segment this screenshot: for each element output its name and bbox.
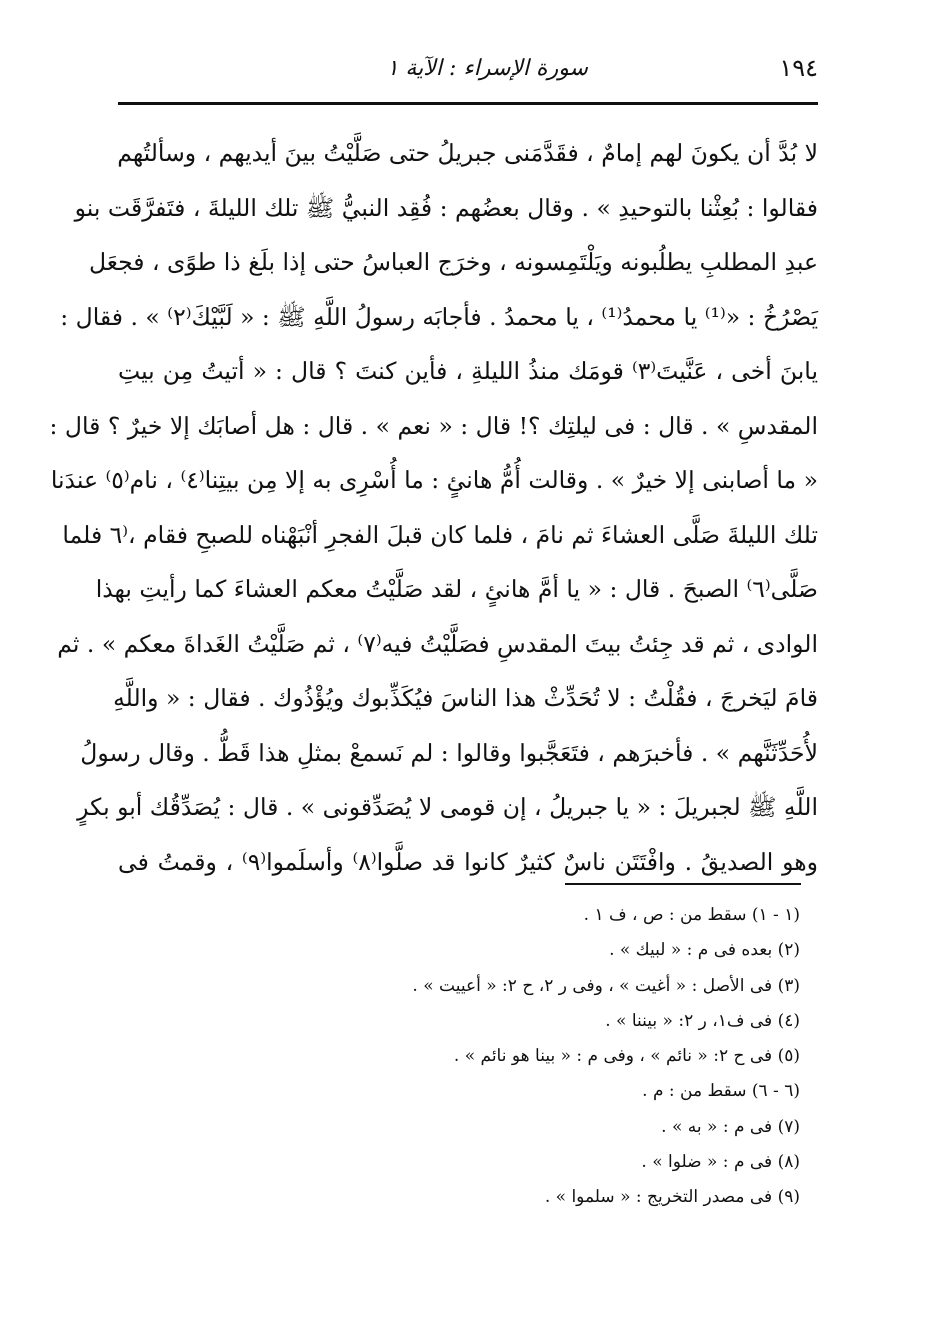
body-line: صَلَّى⁽٦⁾ الصبحَ . قال : « يا أمَّ هانئٍ ، لقد صَلَّيْتُ معكم العشاءَ كما رأيتِ بهذا [95, 575, 818, 603]
footnote: (٣) فى الأصل : « أغيت » ، وفى ر ٢، ح ٢: « أعييت » . [412, 975, 800, 996]
footnote: (٢) بعده فى م : « لبيك » . [609, 940, 800, 961]
body-line: تلك الليلةَ صَلَّى العشاءَ ثم نامَ ، فلما كان قبلَ الفجرِ أنْبَهْناه للصبحِ فقام ،⁽٦ فلما [62, 520, 818, 549]
body-line: الوادى ، ثم قد جِئتُ بيتَ المقدسِ فصَلَّيْتُ فيه⁽٧⁾ ، ثم صَلَّيْتُ الغَداةَ معكم » . ثم [57, 629, 818, 658]
body-line: « ما أصابنى إلا خيرٌ » . وقالت أُمُّ هانئٍ : ما أُسْرِى به إلا مِن بيتِنا⁽٤⁾ ، نام⁽٥⁾ عندَنا [50, 466, 818, 494]
body-line: اللَّهِ ﷺ لجبريلَ : « يا جبريلُ ، إن قومى لا يُصَدِّقونى » . قال : يُصَدِّقُك أبو بكرٍ [77, 793, 818, 821]
running-title: سورة الإسراء : الآية ١ [386, 56, 588, 81]
body-line: لأُحَدِّثَنَّهم » . فأخبرَهم ، فتَعَجَّبوا وقالوا : لم نَسمعْ بمثلِ هذا قَطُّ . وقال رسولُ [80, 738, 818, 767]
body-line: قامَ ليَخرجَ ، فقُلْتُ : لا تُحَدِّثْ هذا الناسَ فيُكَذِّبوك ويُؤْذُوك . فقال : « واللَّهِ [113, 684, 818, 712]
body-line: يابنَ أخى ، عَنَّيتَ⁽٣⁾ قومَك منذُ الليلةِ ، فأين كنتَ ؟ قال : « أتيتُ مِن بيتِ [118, 357, 818, 385]
body-line: يَصْرُخُ : «⁽¹⁾ يا محمدُ⁽¹⁾ ، يا محمدُ . فأجابَه رسولُ اللَّهِ ﷺ : « لَبَّيْكَ⁽٢⁾ » . فقال : [60, 302, 818, 331]
page-header [118, 52, 818, 92]
footnote-separator [565, 883, 801, 885]
body-line: وهو الصديقُ . وافْتَتَن ناسٌ كثيرٌ كانوا قد صلَّوا⁽٨⁾ وأسلَموا⁽٩⁾ ، وقمتُ فى [118, 847, 818, 876]
body-line: فقالوا : بُعِثْنا بالتوحيدِ » . وقال بعضُهم : فُقِد النبيُّ ﷺ تلك الليلةَ ، فتَفرَّقَت بنو [74, 193, 818, 222]
page-number: ١٩٤ [779, 54, 818, 82]
header-rule [118, 102, 818, 105]
footnote: (٤) فى ف١، ر ٢: « بيننا » . [605, 1010, 800, 1031]
body-text [49, 126, 818, 889]
footnotes [240, 898, 800, 1216]
footnote: (٩) فى مصدر التخريج : « سلموا » . [544, 1187, 800, 1208]
footnote: (١ - ١) سقط من : ص ، ف ١ . [583, 905, 800, 925]
footnote: (٥) فى ح ٢: « نائم » ، وفى م : « بينا هو نائم » . [453, 1046, 800, 1067]
body-line: المقدسِ » . قال : فى ليلتِك ؟! قال : « نعم » . قال : هل أصابَك إلا خيرٌ ؟ قال : [49, 411, 818, 440]
footnote: (٧) فى م : « به » . [661, 1116, 800, 1137]
body-line: عبدِ المطلبِ يطلُبونه ويَلْتَمِسونه ، وخرَج العباسُ حتى إذا بلَغ ذا طوًى ، فجعَل [89, 248, 818, 276]
footnote: (٨) فى م : « ضلوا » . [641, 1152, 800, 1173]
footnote: (٦ - ٦) سقط من : م . [642, 1081, 800, 1102]
body-line: لا بُدَّ أن يكونَ لهم إمامٌ ، فقَدَّمَنى جبريلُ حتى صَلَّيْتُ بينَ أيديهم ، وسألتُهم [117, 139, 818, 167]
